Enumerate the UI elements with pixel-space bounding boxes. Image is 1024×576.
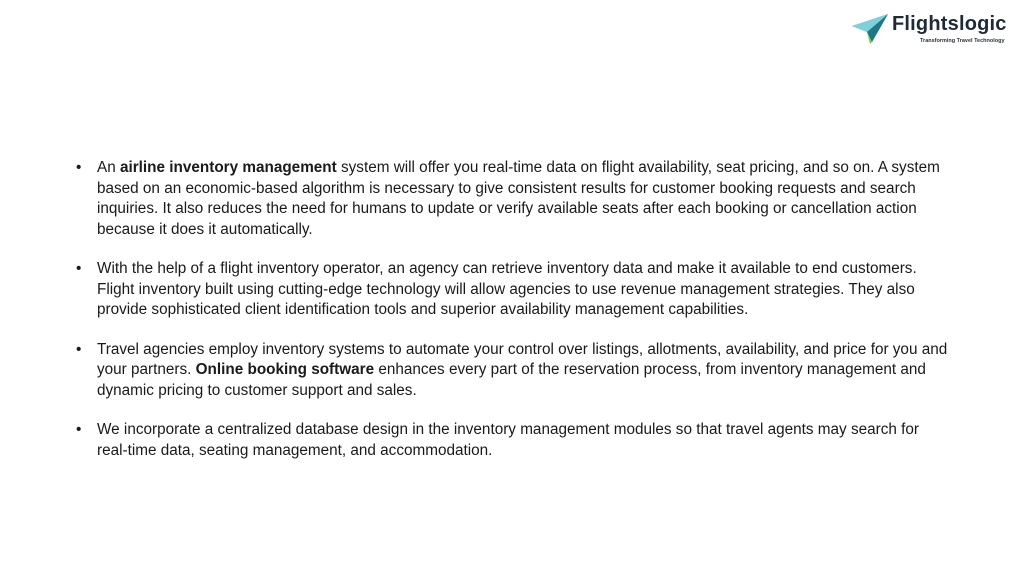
bullet-item-centralized-database — [76, 420, 948, 461]
bullet-text: We incorporate a centralized database design in the inventory management modules so that travel agents may search for real-time data, seating management, and accommodation. — [97, 421, 919, 459]
bullet-text-suffix: system will offer you real-time data on flight availability, seat pricing, and so on. A system based on an economic-based algorithm is necessary to give consistent results for customer booking requests and search inquiries. It also reduces the need for humans to update or verify available seats after each booking or cancellation action because it does it automatically. — [97, 159, 940, 238]
brand-logo — [850, 10, 1010, 50]
bullet-list — [76, 158, 948, 461]
brand-tagline: Transforming Travel Technology — [920, 38, 1005, 44]
bullet-item-airline-inventory — [76, 158, 948, 240]
bullet-text: With the help of a flight inventory operator, an agency can retrieve inventory data and make it available to end customers. Flight inventory built using cutting-edge technology will allow agencies to use revenue management strategies. They also provide sophisticated client identification tools and superior availability management capabilities. — [97, 260, 917, 318]
brand-name: Flightslogic — [892, 13, 1007, 35]
bullet-item-travel-agencies — [76, 340, 948, 402]
bullet-icon: • — [76, 159, 82, 176]
bullet-keyword: airline inventory management — [119, 159, 337, 176]
bullet-text-prefix: Travel agencies employ inventory systems to automate your control over listings, allotments, availability, and price for you and your partners. — [97, 340, 948, 378]
paper-plane-icon — [850, 12, 890, 46]
bullet-text-suffix: enhances every part of the reservation process, from inventory management and dynamic pricing to customer support and sales. — [97, 361, 926, 399]
bullet-icon: • — [76, 421, 82, 438]
bullet-keyword: Online booking software — [195, 361, 375, 378]
bullet-icon: • — [76, 260, 82, 277]
slide-content — [76, 158, 948, 480]
bullet-icon: • — [76, 340, 82, 358]
bullet-text-prefix: An — [97, 159, 120, 176]
bullet-item-flight-inventory-operator — [76, 259, 948, 321]
